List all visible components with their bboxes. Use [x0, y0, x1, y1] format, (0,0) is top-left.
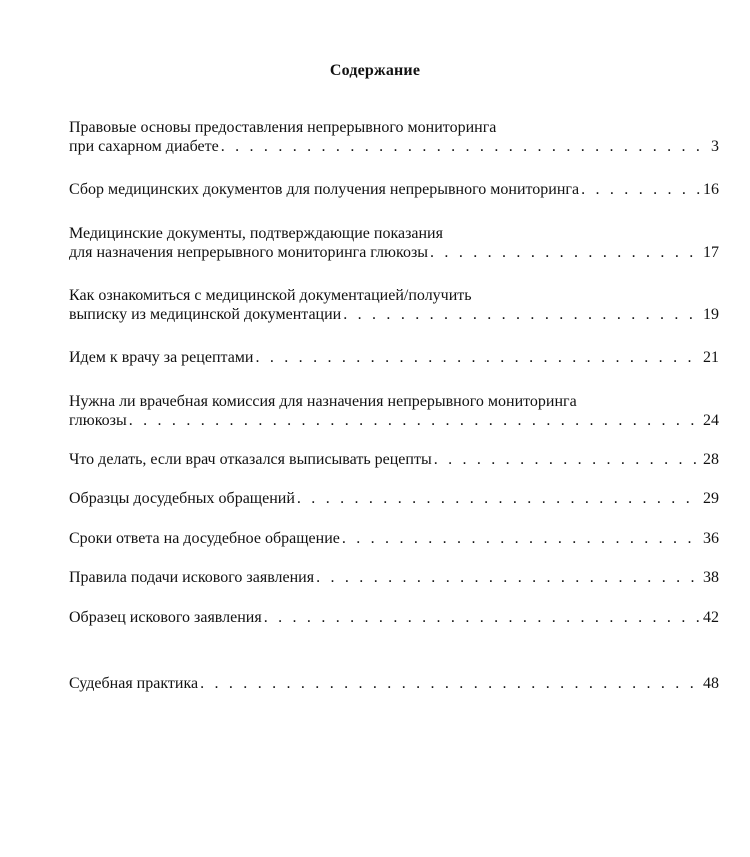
- dot-leader: [221, 137, 709, 156]
- dot-leader: [200, 674, 701, 693]
- toc-entry-text-line1: Медицинские документы, подтверждающие показания: [69, 225, 443, 242]
- toc-page-number: 38: [703, 569, 719, 586]
- toc-entry[interactable]: [69, 674, 719, 693]
- toc-entry[interactable]: [69, 529, 719, 548]
- toc-entry-text: выписку из медицинской документации: [69, 306, 342, 323]
- toc-entry[interactable]: [69, 450, 719, 469]
- toc-entry-text: глюкозы: [69, 412, 127, 429]
- dot-leader: [434, 450, 701, 469]
- dot-leader: [255, 348, 701, 367]
- toc-page-number: 19: [703, 306, 719, 323]
- toc-page-number: 36: [703, 530, 719, 547]
- toc-page-number: 16: [703, 181, 719, 198]
- toc-entry[interactable]: [69, 348, 719, 367]
- toc-entry-text: Сроки ответа на досудебное обращение: [69, 530, 340, 547]
- toc-entry[interactable]: [69, 568, 719, 587]
- toc-entry-text-line1: Как ознакомиться с медицинской документацией/получить: [69, 287, 472, 304]
- table-of-contents: [69, 118, 719, 693]
- toc-page-number: 24: [703, 412, 719, 429]
- toc-entry-text: Идем к врачу за рецептами: [69, 349, 254, 366]
- toc-entry-text: для назначения непрерывного мониторинга глюкозы: [69, 244, 429, 261]
- toc-page-number: 29: [703, 490, 719, 507]
- toc-entry-text: Образец искового заявления: [69, 609, 262, 626]
- dot-leader: [430, 243, 701, 262]
- toc-entry[interactable]: [69, 489, 719, 508]
- toc-title: Содержание: [329, 62, 421, 79]
- toc-entry[interactable]: [69, 286, 719, 324]
- toc-entry-text: Судебная практика: [69, 675, 199, 692]
- dot-leader: [297, 489, 701, 508]
- toc-entry-text: Что делать, если врач отказался выписывать рецепты: [69, 451, 432, 468]
- toc-entry[interactable]: [69, 224, 719, 262]
- toc-entry-text: при сахарном диабете: [69, 138, 219, 155]
- toc-entry-text: Образцы досудебных обращений: [69, 490, 295, 507]
- toc-entry-text: Правила подачи искового заявления: [69, 569, 315, 586]
- toc-entry[interactable]: [69, 118, 719, 156]
- toc-entry-text-line1: Нужна ли врачебная комиссия для назначения непрерывного мониторинга: [69, 393, 577, 410]
- toc-page-number: 28: [703, 451, 719, 468]
- toc-entry[interactable]: [69, 392, 719, 430]
- toc-page-number: 21: [703, 349, 719, 366]
- toc-page-number: 17: [703, 244, 719, 261]
- dot-leader: [264, 608, 701, 627]
- toc-entry-text: Сбор медицинских документов для получения непрерывного мониторинга: [69, 181, 580, 198]
- dot-leader: [316, 568, 701, 587]
- toc-entry-text-line1: Правовые основы предоставления непрерывного мониторинга: [69, 119, 497, 136]
- dot-leader: [129, 411, 701, 430]
- toc-page-number: 42: [703, 609, 719, 626]
- dot-leader: [342, 529, 701, 548]
- dot-leader: [343, 305, 701, 324]
- toc-entry[interactable]: [69, 608, 719, 627]
- dot-leader: [581, 180, 701, 199]
- toc-entry[interactable]: [69, 180, 719, 199]
- toc-page-number: 3: [711, 138, 719, 155]
- toc-page-number: 48: [703, 675, 719, 692]
